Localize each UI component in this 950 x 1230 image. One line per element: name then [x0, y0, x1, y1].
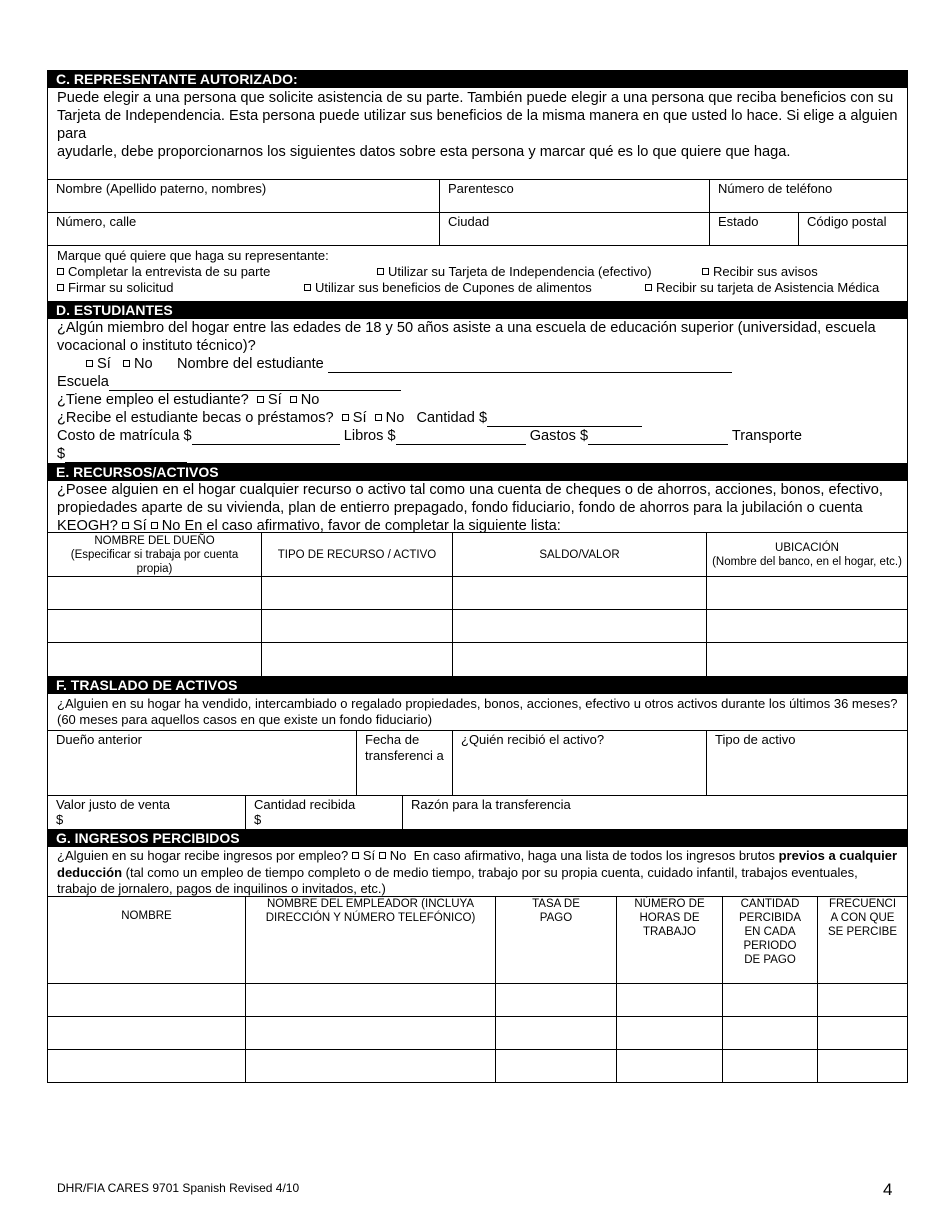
form-page — [47, 70, 908, 1083]
income-name-input[interactable] — [48, 1017, 246, 1049]
transfer-row-1 — [47, 731, 908, 796]
rep-phone-field[interactable]: Número de teléfono — [718, 181, 833, 196]
income-employer-input[interactable] — [246, 1017, 496, 1049]
checkbox-icon[interactable] — [377, 268, 384, 275]
income-question: ¿Alguien en su hogar recibe ingresos por empleo? Sí No En caso afirmativo, haga una lista de todos los ingresos brutos previos a cualquier deducción (tal como un empleo de tiempo completo o de medio tiempo, trabajo por su propia cuenta, cuidado infantil, trabajos eventuales, trabajo de jornalero, pagos de inquilinos o invitados, etc.) — [47, 847, 908, 897]
opt-sign[interactable]: Firmar su solicitud — [57, 280, 173, 295]
col-amount: CANTIDAD PERCIBIDA EN CADA PERIODO DE PAGO — [723, 897, 818, 983]
books-input[interactable] — [396, 430, 526, 445]
asset-owner-input[interactable] — [48, 577, 262, 609]
income-employer-input[interactable] — [246, 1050, 496, 1082]
tuition-input[interactable] — [192, 430, 340, 445]
intro-line-3: ayudarle, debe proporcionarnos los siguientes datos sobre esta persona y marcar qué es lo que quiere que haga. — [57, 144, 791, 160]
table-row — [47, 1017, 908, 1050]
col-owner: NOMBRE DEL DUEÑO (Especificar si trabaja por cuenta propia) — [48, 533, 262, 576]
col-hours: NÚMERO DE HORAS DE TRABAJO — [617, 897, 723, 983]
rep-row-2 — [47, 213, 908, 246]
rep-row-1 — [47, 180, 908, 213]
transport-input[interactable] — [65, 448, 187, 463]
asset-type-input[interactable] — [262, 643, 453, 676]
table-row — [47, 643, 908, 676]
opt-interview[interactable]: Completar la entrevista de su parte — [57, 264, 270, 279]
expenses-input[interactable] — [588, 430, 728, 445]
checkbox-icon[interactable] — [86, 360, 93, 367]
rep-state-field[interactable]: Estado — [710, 213, 799, 245]
section-c-intro — [47, 88, 908, 180]
rep-options-label: Marque qué quiere que haga su representante: — [57, 248, 329, 263]
intro-line-2: Tarjeta de Independencia. Esta persona puede utilizar sus beneficios de la misma manera en que usted lo hace. Si elige a alguien para — [57, 108, 898, 142]
section-g-title: G. INGRESOS PERCIBIDOS — [47, 829, 908, 847]
checkbox-icon[interactable] — [122, 522, 129, 529]
checkbox-icon[interactable] — [151, 522, 158, 529]
rep-zip-field[interactable]: Código postal — [807, 214, 887, 229]
col-employer: NOMBRE DEL EMPLEADOR (INCLUYA DIRECCIÓN Y NÚMERO TELEFÓNICO) — [246, 897, 496, 983]
employed-row: ¿Tiene empleo el estudiante? Sí No — [57, 392, 320, 408]
page-number: 4 — [883, 1180, 893, 1199]
income-employer-input[interactable] — [246, 984, 496, 1016]
opt-food[interactable]: Utilizar sus beneficios de Cupones de alimentos — [304, 280, 592, 295]
rep-relation-field[interactable]: Parentesco — [440, 180, 710, 212]
income-table-header — [47, 897, 908, 984]
asset-balance-input[interactable] — [453, 577, 707, 609]
asset-type-field[interactable]: Tipo de activo — [715, 732, 796, 747]
income-hours-input[interactable] — [617, 984, 723, 1016]
checkbox-icon[interactable] — [290, 396, 297, 403]
checkbox-icon[interactable] — [342, 414, 349, 421]
col-frequency: FRECUENCIA CON QUE SE PERCIBE — [827, 898, 898, 938]
section-f-title: F. TRASLADO DE ACTIVOS — [47, 676, 908, 694]
opt-notices[interactable]: Recibir sus avisos — [702, 264, 818, 279]
income-rate-input[interactable] — [496, 1050, 617, 1082]
asset-type-input[interactable] — [262, 577, 453, 609]
checkbox-icon[interactable] — [702, 268, 709, 275]
table-row — [47, 984, 908, 1017]
form-id: DHR/FIA CARES 9701 Spanish Revised 4/10 — [57, 1181, 300, 1195]
col-balance: SALDO/VALOR — [453, 533, 707, 576]
section-e-title: E. RECURSOS/ACTIVOS — [47, 463, 908, 481]
assets-table-header — [47, 533, 908, 577]
transfer-row-2 — [47, 796, 908, 829]
section-d-title: D. ESTUDIANTES — [47, 301, 908, 319]
checkbox-icon[interactable] — [257, 396, 264, 403]
costs-row: Costo de matrícula $ Libros $ Gastos $ Transporte — [57, 428, 802, 444]
assets-question: ¿Posee alguien en el hogar cualquier recurso o activo tal como una cuenta de cheques o de ahorros, acciones, bonos, efectivo, propiedades aparte de su vivienda, plan de entierro prepagado, fondo fiduciario, fondo de ahorros para la jubilación o cuenta KEOGH? Sí No En el caso afirmativo, favor de completar la siguiente lista: — [47, 481, 908, 533]
checkbox-icon[interactable] — [379, 852, 386, 859]
col-rate: TASA DE PAGO — [496, 897, 617, 983]
rep-options — [47, 246, 908, 301]
income-amount-input[interactable] — [723, 1017, 818, 1049]
income-amount-input[interactable] — [723, 984, 818, 1016]
asset-location-input[interactable] — [707, 577, 907, 609]
checkbox-icon[interactable] — [304, 284, 311, 291]
checkbox-icon[interactable] — [352, 852, 359, 859]
who-received-field[interactable]: ¿Quién recibió el activo? — [453, 731, 707, 795]
transport-row: $ — [57, 445, 187, 463]
opt-medical[interactable]: Recibir su tarjeta de Asistencia Médica — [645, 280, 879, 295]
asset-owner-input[interactable] — [48, 643, 262, 676]
table-row — [47, 1050, 908, 1083]
income-rate-input[interactable] — [496, 984, 617, 1016]
section-c-title: C. REPRESENTANTE AUTORIZADO: — [47, 70, 908, 88]
transfer-date-field[interactable]: Fecha de transferenci a — [357, 731, 453, 795]
fair-value-field[interactable]: Valor justo de venta $ — [48, 796, 246, 829]
col-name: NOMBRE — [48, 897, 246, 983]
prev-owner-field[interactable]: Dueño anterior — [48, 731, 357, 795]
rep-name-field[interactable]: Nombre (Apellido paterno, nombres) — [48, 180, 440, 212]
income-rate-input[interactable] — [496, 1017, 617, 1049]
school-row: Escuela — [57, 373, 401, 391]
asset-location-input[interactable] — [707, 610, 907, 642]
income-hours-input[interactable] — [617, 1050, 723, 1082]
checkbox-icon[interactable] — [645, 284, 652, 291]
asset-type-input[interactable] — [262, 610, 453, 642]
school-input[interactable] — [109, 376, 401, 391]
intro-line-1: Puede elegir a una persona que solicite asistencia de su parte. También puede elegir a una persona que reciba beneficios con su — [57, 90, 894, 106]
transfer-question: ¿Alguien en su hogar ha vendido, intercambiado o regalado propiedades, bonos, acciones, efectivo u otros activos durante los últimos 36 meses? (60 meses para aquellos casos en que existe un fondo fiduciario) — [47, 694, 908, 731]
section-d-body — [47, 319, 908, 463]
col-type: TIPO DE RECURSO / ACTIVO — [262, 533, 453, 576]
checkbox-icon[interactable] — [57, 284, 64, 291]
asset-balance-input[interactable] — [453, 643, 707, 676]
income-frequency-input[interactable] — [818, 1017, 907, 1049]
table-row — [47, 577, 908, 610]
asset-balance-input[interactable] — [453, 610, 707, 642]
asset-location-input[interactable] — [707, 643, 907, 676]
income-name-input[interactable] — [48, 984, 246, 1016]
amount-received-field[interactable]: Cantidad recibida $ — [246, 796, 403, 829]
student-question: ¿Algún miembro del hogar entre las edades de 18 y 50 años asiste a una escuela de educación superior (universidad, escuela vocacional o instituto técnico)? — [57, 320, 876, 354]
grant-amount-input[interactable] — [487, 412, 642, 427]
grants-row: ¿Recibe el estudiante becas o préstamos? Sí No Cantidad $ — [57, 409, 642, 427]
income-frequency-input[interactable] — [818, 1050, 907, 1082]
income-amount-input[interactable] — [723, 1050, 818, 1082]
student-name-input[interactable] — [328, 358, 732, 373]
income-frequency-input[interactable] — [818, 984, 907, 1016]
rep-street-field[interactable]: Número, calle — [48, 213, 440, 245]
income-hours-input[interactable] — [617, 1017, 723, 1049]
income-name-input[interactable] — [48, 1050, 246, 1082]
table-row — [47, 610, 908, 643]
rep-city-field[interactable]: Ciudad — [440, 213, 710, 245]
checkbox-icon[interactable] — [57, 268, 64, 275]
checkbox-icon[interactable] — [123, 360, 130, 367]
student-answer-row: Sí No Nombre del estudiante — [86, 355, 732, 373]
asset-owner-input[interactable] — [48, 610, 262, 642]
checkbox-icon[interactable] — [375, 414, 382, 421]
reason-field[interactable]: Razón para la transferencia — [411, 797, 571, 812]
col-location: UBICACIÓN (Nombre del banco, en el hogar, etc.) — [712, 541, 902, 568]
opt-card[interactable]: Utilizar su Tarjeta de Independencia (efectivo) — [377, 264, 652, 279]
